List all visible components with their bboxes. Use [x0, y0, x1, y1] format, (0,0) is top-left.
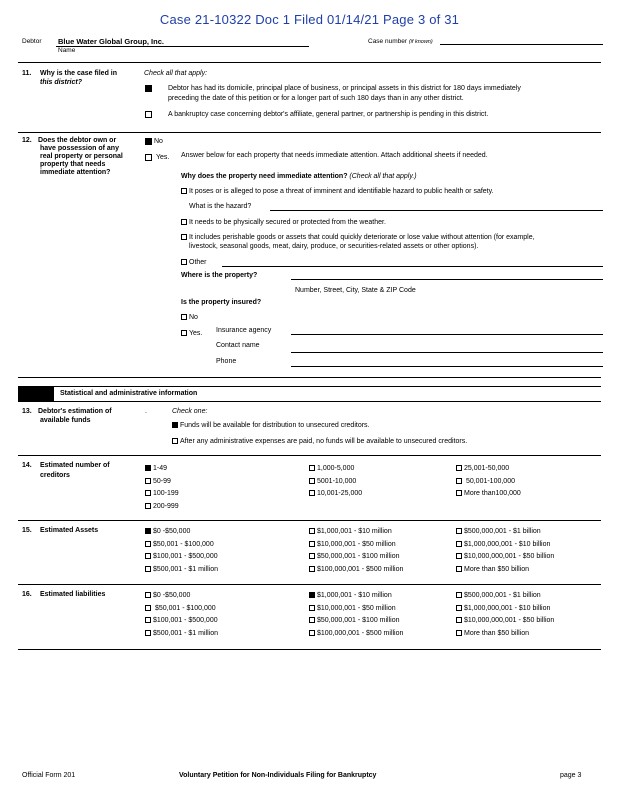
q14-col2-checkbox-2[interactable]	[309, 478, 315, 484]
q15-col2-checkbox-3[interactable]	[309, 553, 315, 559]
q14-col2-label-1: 1,000-5,000	[317, 465, 355, 472]
q12-why-option3[interactable]: It includes perishable goods or assets that could quickly deteriorate or lose value without attention (for example,	[181, 234, 535, 241]
q12-why-option2[interactable]: It needs to be physically secured or protected from the weather.	[181, 219, 386, 226]
q15-col1-checkbox-2[interactable]	[145, 541, 151, 547]
q13-dot: .	[145, 408, 147, 415]
q14-col3-checkbox-3[interactable]	[456, 490, 462, 496]
q12-contact-field[interactable]	[291, 352, 603, 353]
q12-insured-no[interactable]: No	[181, 314, 198, 321]
q16-col2-checkbox-4[interactable]	[309, 630, 315, 636]
q16-col3-label-3: $10,000,000,001 - $50 billion	[464, 617, 555, 624]
q14-col3-option-2[interactable]	[456, 478, 515, 485]
q12-top-rule	[18, 132, 601, 133]
why-option1-checkbox[interactable]	[181, 188, 187, 194]
q12-why-option4[interactable]: Other	[181, 259, 207, 266]
q15-col2-option-1[interactable]	[309, 528, 392, 535]
insured-yes-checkbox[interactable]	[181, 330, 187, 336]
q15-col3-checkbox-2[interactable]	[456, 541, 462, 547]
q12-question-line5: immediate attention?	[40, 169, 111, 176]
q12-agency-field[interactable]	[291, 334, 603, 335]
q16-col2-label-4: $100,000,001 - $500 million	[317, 629, 404, 637]
q14-col3-label-2: 50,001-100,000	[464, 477, 515, 485]
q16-col3-checkbox-1[interactable]	[456, 592, 462, 598]
q12-question-line1: Does the debtor own or	[38, 137, 117, 144]
q15-col3-checkbox-1[interactable]	[456, 528, 462, 534]
q15-col3-label-3: $10,000,000,001 - $50 billion	[464, 553, 555, 560]
q16-bottom-rule	[18, 649, 601, 650]
q11-option1-line1: Debtor has had its domicile, principal place of business, or principal assets in this district for 180 days immediately	[168, 85, 521, 92]
q14-col1-option-4[interactable]	[145, 503, 179, 510]
q16-col3-label-4: More than $50 billion	[464, 629, 529, 637]
q12-no-label: No	[154, 138, 163, 145]
q11-top-rule	[18, 62, 601, 63]
q16-col1-option-2[interactable]	[145, 605, 216, 612]
q16-number: 16.	[22, 591, 32, 598]
debtor-name-line	[56, 46, 309, 47]
q16-col3-option-1[interactable]	[456, 592, 541, 599]
q15-col2-label-2: $10,000,001 - $50 million	[317, 540, 396, 548]
q15-col1-option-4[interactable]	[145, 566, 218, 573]
q12-hazard-field[interactable]	[270, 210, 603, 211]
q15-col3-label-4: More than $50 billion	[464, 565, 529, 573]
q16-col2-checkbox-1[interactable]	[309, 592, 315, 598]
q15-top-rule	[18, 520, 601, 521]
case-number-label: Case number (if known)	[368, 38, 433, 45]
q16-col1-option-4[interactable]	[145, 630, 218, 637]
q15-col1-option-3[interactable]	[145, 553, 218, 560]
q11-option2-text: A bankruptcy case concerning debtor's affiliate, general partner, or partnership is pending in this district.	[168, 111, 489, 118]
q15-col1-option-1[interactable]	[145, 528, 190, 535]
q15-col3-checkbox-4[interactable]	[456, 566, 462, 572]
q15-col3-option-4[interactable]	[456, 566, 529, 573]
q12-insured-label: Is the property insured?	[181, 299, 262, 306]
footer-page-number: page 3	[560, 772, 582, 779]
q16-col1-label-2: $50,001 - $100,000	[153, 604, 216, 612]
why-option4-checkbox[interactable]	[181, 259, 187, 265]
q12-question-line4: property that needs	[40, 161, 106, 168]
q12-phone-field[interactable]	[291, 366, 603, 367]
debtor-name-caption: Name	[58, 47, 76, 54]
q12-no-checkbox[interactable]	[145, 138, 152, 145]
q16-col3-option-4[interactable]	[456, 630, 529, 637]
q11-instruction: Check all that apply:	[144, 70, 208, 77]
q15-col2-label-1: $1,000,001 - $10 million	[317, 528, 392, 535]
q13-option1[interactable]: Funds will be available for distribution to unsecured creditors.	[172, 422, 370, 429]
q16-top-rule	[18, 584, 601, 585]
q15-col1-label-3: $100,001 - $500,000	[153, 553, 218, 560]
q11-number: 11.	[22, 70, 32, 77]
q15-col2-option-4[interactable]	[309, 566, 403, 573]
q15-col3-option-3[interactable]	[456, 553, 554, 560]
q16-col2-option-3[interactable]	[309, 617, 400, 624]
q15-col2-option-3[interactable]	[309, 553, 400, 560]
q16-col1-label-3: $100,001 - $500,000	[153, 617, 218, 624]
q12-where-label: Where is the property?	[181, 272, 258, 279]
q13-option2[interactable]: After any administrative expenses are paid, no funds will be available to unsecured creditors.	[172, 438, 467, 445]
q14-col1-checkbox-4[interactable]	[145, 503, 151, 509]
q12-insured-yes[interactable]: Yes.	[181, 330, 202, 337]
q14-col2-label-2: 5001-10,000	[317, 477, 357, 485]
q11-option1-checkbox[interactable]	[145, 85, 152, 92]
q14-col2-option-3[interactable]	[309, 490, 362, 497]
section-rule-upper	[18, 386, 601, 387]
q16-col3-option-3[interactable]	[456, 617, 554, 624]
q16-col3-checkbox-4[interactable]	[456, 630, 462, 636]
q11-option1-line2: preceding the date of this petition or for a longer part of such 180 days than in any other district.	[168, 95, 464, 102]
q12-yes-label: Yes.	[156, 154, 170, 161]
q14-col1-label-2: 50-99	[153, 477, 171, 485]
q16-col1-checkbox-2[interactable]	[145, 605, 151, 611]
q12-yes-checkbox[interactable]	[145, 154, 152, 161]
q15-col3-label-1: $500,000,001 - $1 billion	[464, 528, 541, 535]
q15-col1-option-2[interactable]	[145, 541, 214, 548]
q12-agency-label: Insurance agency	[216, 327, 272, 334]
q16-col1-checkbox-3[interactable]	[145, 617, 151, 623]
q12-hazard-label: What is the hazard?	[189, 203, 252, 210]
q12-contact-label: Contact name	[216, 342, 260, 349]
q16-col2-option-2[interactable]	[309, 605, 396, 612]
q15-col2-option-2[interactable]	[309, 541, 396, 548]
q12-other-field[interactable]	[222, 266, 603, 267]
q14-col1-option-3[interactable]	[145, 490, 179, 497]
q16-col3-checkbox-2[interactable]	[456, 605, 462, 611]
section-title: Statistical and administrative information	[60, 390, 198, 397]
q16-col2-label-2: $10,000,001 - $50 million	[317, 604, 396, 612]
section-rule-lower	[18, 401, 601, 402]
q11-question-line2: this district?	[40, 79, 83, 86]
q14-col1-checkbox-3[interactable]	[145, 490, 151, 496]
q15-col1-checkbox-4[interactable]	[145, 566, 151, 572]
q15-col1-label-2: $50,001 - $100,000	[153, 540, 214, 548]
q12-yes-instruction: Answer below for each property that needs immediate attention. Attach additional sheets if needed.	[181, 152, 488, 159]
q14-col1-checkbox-2[interactable]	[145, 478, 151, 484]
q13-question-line1: Debtor's estimation of	[38, 408, 112, 415]
q16-col2-checkbox-3[interactable]	[309, 617, 315, 623]
q12-address-caption: Number, Street, City, State & ZIP Code	[295, 287, 416, 294]
q14-number: 14.	[22, 462, 32, 469]
case-header: Case 21-10322 Doc 1 Filed 01/14/21 Page 3 of 31	[159, 12, 460, 27]
q16-col2-label-3: $50,000,001 - $100 million	[317, 617, 400, 624]
q14-top-rule	[18, 455, 601, 456]
q12-address-field[interactable]	[291, 279, 603, 280]
q12-why-option1[interactable]: It poses or is alleged to pose a threat of imminent and identifiable hazard to public health or safety.	[181, 188, 494, 195]
q15-col2-checkbox-2[interactable]	[309, 541, 315, 547]
q15-col3-checkbox-3[interactable]	[456, 553, 462, 559]
q14-col2-checkbox-1[interactable]	[309, 465, 315, 471]
q14-col1-checkbox-1[interactable]	[145, 465, 151, 471]
case-number-field[interactable]	[440, 44, 603, 45]
q16-col3-option-2[interactable]	[456, 605, 550, 612]
q12-why-option3-line2: livestock, seasonal goods, meat, dairy, produce, or securities-related assets or other options).	[189, 243, 479, 250]
q14-col1-label-3: 100-199	[153, 490, 179, 497]
q16-col1-option-1[interactable]	[145, 592, 190, 599]
q16-question: Estimated liabilities	[40, 591, 106, 598]
why-option2-checkbox[interactable]	[181, 219, 187, 225]
q15-col1-label-4: $500,001 - $1 million	[153, 565, 218, 573]
q11-option2-checkbox[interactable]	[145, 111, 152, 118]
q15-number: 15.	[22, 527, 32, 534]
q13-question-line2: available funds	[40, 417, 91, 424]
debtor-name: Blue Water Global Group, Inc.	[58, 37, 164, 46]
q11-question-line1: Why is the case filed in	[40, 70, 118, 77]
q16-col3-label-1: $500,000,001 - $1 billion	[464, 592, 541, 599]
q16-col1-checkbox-1[interactable]	[145, 592, 151, 598]
q15-col2-label-3: $50,000,001 - $100 million	[317, 553, 400, 560]
q16-col3-label-2: $1,000,000,001 - $10 billion	[464, 604, 551, 612]
q14-col3-label-1: 25,001-50,000	[464, 465, 510, 472]
q14-col3-checkbox-1[interactable]	[456, 465, 462, 471]
debtor-label: Debtor	[22, 38, 42, 45]
q16-col2-option-1[interactable]	[309, 592, 392, 599]
q14-col2-option-2[interactable]	[309, 478, 356, 485]
insured-no-checkbox[interactable]	[181, 314, 187, 320]
q12-number: 12.	[22, 137, 32, 144]
q14-col2-label-3: 10,001-25,000	[317, 490, 363, 497]
q13-option1-checkbox[interactable]	[172, 422, 178, 428]
q15-col2-label-4: $100,000,001 - $500 million	[317, 565, 404, 573]
q12-question-line3: real property or personal	[40, 153, 123, 160]
q13-number: 13.	[22, 408, 32, 415]
q14-col3-option-3[interactable]	[456, 490, 521, 497]
q12-phone-label: Phone	[216, 358, 237, 365]
q16-col2-checkbox-2[interactable]	[309, 605, 315, 611]
q15-col3-option-2[interactable]	[456, 541, 550, 548]
q15-col1-checkbox-3[interactable]	[145, 553, 151, 559]
q15-col1-checkbox-1[interactable]	[145, 528, 151, 534]
q14-col2-option-1[interactable]	[309, 465, 354, 472]
q14-col1-option-2[interactable]	[145, 478, 171, 485]
q14-col2-checkbox-3[interactable]	[309, 490, 315, 496]
q16-col3-checkbox-3[interactable]	[456, 617, 462, 623]
footer-form-title: Voluntary Petition for Non-Individuals Filing for Bankruptcy	[179, 772, 377, 779]
q14-col3-label-3: More than100,000	[464, 490, 521, 497]
q12-question-line2: have possession of any	[40, 145, 119, 152]
q16-col1-label-4: $500,001 - $1 million	[153, 629, 218, 637]
q16-col1-checkbox-4[interactable]	[145, 630, 151, 636]
q14-col1-label-1: 1-49	[153, 465, 168, 472]
q15-col2-checkbox-4[interactable]	[309, 566, 315, 572]
q15-col3-option-1[interactable]	[456, 528, 541, 535]
q14-col1-label-4: 200-999	[153, 502, 179, 510]
q16-col2-option-4[interactable]	[309, 630, 403, 637]
q16-col1-label-1: $0 -$50,000	[153, 592, 191, 599]
q15-col1-label-1: $0 -$50,000	[153, 528, 191, 535]
q15-col2-checkbox-1[interactable]	[309, 528, 315, 534]
why-option3-checkbox[interactable]	[181, 234, 187, 240]
q15-col3-label-2: $1,000,000,001 - $10 billion	[464, 540, 551, 548]
section-marker	[18, 386, 54, 401]
q14-question-line1: Estimated number of	[40, 462, 110, 469]
section-top-rule	[18, 377, 601, 378]
q14-col1-option-1[interactable]	[145, 465, 167, 472]
q14-question-line2: creditors	[40, 472, 70, 479]
q16-col2-label-1: $1,000,001 - $10 million	[317, 592, 392, 599]
q16-col1-option-3[interactable]	[145, 617, 218, 624]
q13-option2-checkbox[interactable]	[172, 438, 178, 444]
q12-why-heading: Why does the property need immediate attention? (Check all that apply.)	[181, 173, 417, 180]
q14-col3-checkbox-2[interactable]	[456, 478, 462, 484]
q15-question: Estimated Assets	[40, 527, 99, 534]
footer-form-number: Official Form 201	[22, 772, 76, 779]
q14-col3-option-1[interactable]	[456, 465, 509, 472]
q13-instruction: Check one:	[172, 408, 208, 415]
